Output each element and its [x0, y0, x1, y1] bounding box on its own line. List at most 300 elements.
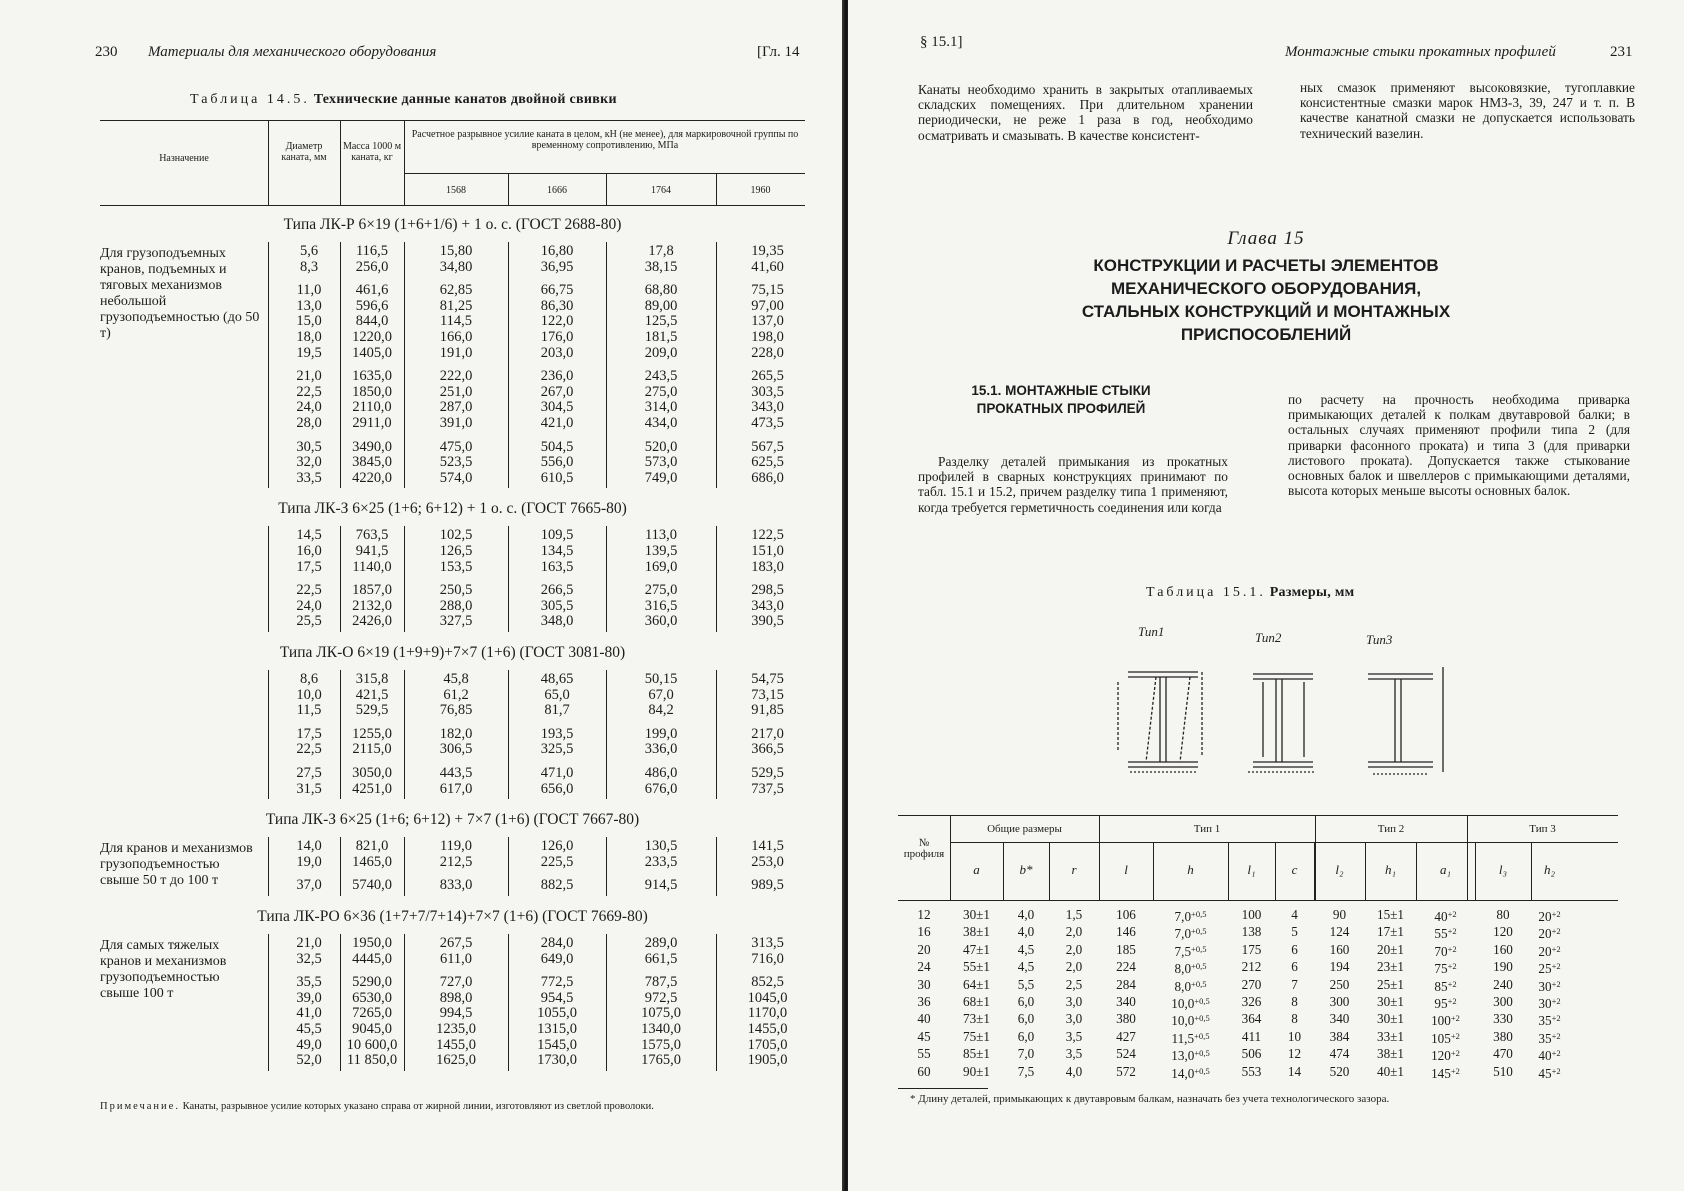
table-cell: 134,5 — [540, 542, 574, 559]
table-cell: 300 — [1493, 994, 1513, 1010]
table-cell: 16,0 — [296, 542, 322, 559]
table-cell: 348,0 — [540, 613, 574, 630]
header-grade-1568: 1568 — [446, 185, 466, 196]
column-rule — [340, 242, 341, 488]
table-cell: 306,5 — [439, 741, 473, 758]
table-cell: 11,0 — [296, 282, 322, 299]
table-cell: 146 — [1116, 924, 1136, 940]
table-cell: 33,5 — [296, 469, 322, 486]
table-cell: 275,0 — [644, 582, 678, 599]
section-title: Типа ЛК-Р 6×19 (1+6+1/6) + 1 о. с. (ГОСТ 2688-80) — [283, 216, 622, 233]
table-cell: 686,0 — [751, 469, 784, 486]
table-cell: 529,5 — [355, 702, 389, 719]
section-title: Типа ЛК-З 6×25 (1+6; 6+12) + 1 о. с. (ГОСТ 7665-80) — [278, 500, 627, 518]
table-cell: 434,0 — [644, 414, 678, 431]
table-cell: 251,0 — [439, 383, 473, 400]
table-cell: 25±1 — [1376, 976, 1405, 992]
table-cell: 52,0 — [296, 1052, 322, 1069]
table-cell: 54,75 — [751, 671, 784, 687]
table-cell: 25,5 — [296, 613, 322, 630]
row-group — [278, 528, 819, 575]
table-cell: 4445,0 — [352, 950, 392, 967]
table-cell: 65,0 — [544, 686, 570, 703]
right-section-ref: § 15.1] — [920, 34, 963, 50]
table-cell: 22,5 — [296, 741, 322, 758]
table-cell: 284,0 — [540, 935, 574, 951]
table-cell: 1705,0 — [747, 1036, 788, 1053]
table-cell: 6530,0 — [352, 989, 392, 1006]
column-rule — [716, 242, 717, 488]
table-cell: 253,0 — [751, 853, 784, 870]
row-group — [278, 440, 819, 487]
left-chapter-ref: [Гл. 14 — [757, 44, 800, 60]
table-cell: 73,15 — [751, 686, 784, 703]
table-cell: 236,0 — [540, 368, 574, 385]
table-cell: 504,5 — [540, 438, 574, 455]
table-cell: 4,0 — [1017, 907, 1035, 922]
row-group — [278, 672, 819, 719]
type1-ibeam-icon — [1128, 672, 1198, 767]
row-group — [278, 369, 819, 431]
header-type-3: Тип 3 — [1529, 823, 1556, 835]
table-cell: 41,60 — [751, 258, 784, 275]
table-cell: 19,0 — [296, 853, 322, 870]
table-cell: 243,5 — [644, 368, 678, 385]
header-mass: Масса 1000 м каната, кг — [342, 141, 402, 163]
table-cell: 1625,0 — [436, 1052, 476, 1069]
table-cell: 15,80 — [439, 243, 473, 259]
storage-text-right: ных смазок применяют высоковязкие, тугоплавкие консистентные смазки марок НМЗ-3, 39, 247 и т. п. В качестве канатной смазки не допускается использовать технический вазелин. — [1300, 80, 1635, 141]
table-cell: 330 — [1493, 1011, 1513, 1027]
table-cell: 1857,0 — [352, 582, 392, 599]
table-cell: 384 — [1329, 1028, 1350, 1044]
table-label: Таблица 14.5. — [190, 92, 310, 107]
table-cell: 676,0 — [644, 780, 678, 797]
table-cell: 153,5 — [439, 558, 473, 575]
table-cell: 76,85 — [439, 702, 473, 719]
table-cell: 4 — [1291, 907, 1298, 922]
table-cell: 1905,0 — [747, 1052, 788, 1069]
table-cell: 32,5 — [296, 950, 322, 967]
table-cell: 30 — [917, 976, 931, 992]
table-cell: 1765,0 — [641, 1052, 681, 1069]
table-cell: 914,5 — [644, 877, 678, 894]
column-rule — [606, 934, 607, 1071]
column-rule — [716, 526, 717, 632]
table-cell: 89,00 — [644, 297, 678, 314]
table-cell: 461,6 — [355, 282, 389, 299]
table-cell: 13,0 — [296, 297, 322, 314]
table-cell: 1575,0 — [641, 1036, 681, 1053]
table-cell: 510 — [1493, 1063, 1513, 1079]
table-cell: 1545,0 — [537, 1036, 577, 1053]
table-cell: 55±1 — [962, 959, 991, 975]
table-cell: 24,0 — [296, 597, 322, 614]
table-cell: 39,0 — [296, 989, 322, 1006]
table-cell: 228,0 — [751, 344, 784, 361]
storage-text-left: Канаты необходимо хранить в закрытых отапливаемых складских помещениях. При длительном хранении периодически, не реже 1 раза в год, необходимо осматривать и смазывать. В качестве консистент- — [918, 82, 1253, 143]
row-group — [278, 839, 819, 870]
table-cell: $7,5^{+0,5}$ — [1174, 943, 1207, 959]
table-cell: 68,80 — [644, 282, 678, 299]
table-cell: 203,0 — [540, 344, 574, 361]
table-cell: 2426,0 — [352, 613, 392, 630]
table-cell: 91,85 — [751, 702, 784, 719]
header-diameter: Диаметр каната, мм — [281, 141, 327, 163]
table-cell: 113,0 — [644, 527, 678, 544]
left-page-number: 230 — [95, 44, 118, 60]
table-cell: 5,5 — [1017, 976, 1035, 992]
table-cell: 475,0 — [439, 438, 473, 455]
table-cell: 24,0 — [296, 399, 322, 416]
table-cell: 19,5 — [296, 344, 322, 361]
header-profile-number: № профиля — [903, 837, 945, 860]
table-cell: 284 — [1116, 976, 1136, 992]
table-cell: 139,5 — [644, 542, 678, 559]
table-cell: 617,0 — [439, 780, 473, 797]
table-15-1-header — [898, 815, 1618, 901]
table-cell: 240 — [1493, 976, 1513, 992]
table-cell: 191,0 — [439, 344, 473, 361]
table-header — [100, 120, 805, 206]
row-group — [278, 283, 819, 361]
table-cell: 176,0 — [540, 328, 574, 345]
column-rule — [404, 242, 405, 488]
table-cell: 225,5 — [540, 853, 574, 870]
section-title: Типа ЛК-РО 6×36 (1+7+7/7+14)+7×7 (1+6) (ГОСТ 7669-80) — [257, 908, 648, 925]
table-cell: 18,0 — [296, 328, 322, 345]
table-cell: $105^{+2}$ — [1431, 1030, 1460, 1046]
table-cell: 8 — [1291, 1011, 1298, 1027]
table-cell: 343,0 — [751, 597, 784, 614]
table-cell: $13,0^{+0,5}$ — [1171, 1048, 1210, 1064]
table-cell: 6 — [1291, 959, 1298, 975]
table-cell: 22,5 — [296, 383, 322, 400]
column-rule — [508, 670, 509, 799]
header-col-7: l₂ — [1335, 862, 1344, 877]
table-cell: 882,5 — [540, 877, 574, 894]
table-cell: 763,5 — [355, 527, 389, 544]
table-cell: 520,0 — [644, 438, 678, 455]
table-cell: 5,6 — [299, 243, 319, 259]
table-14-5 — [100, 120, 805, 1098]
table-cell: 2110,0 — [352, 399, 392, 416]
table-cell: 1045,0 — [747, 989, 788, 1006]
table-cell: 212,5 — [439, 853, 473, 870]
table-cell: 169,0 — [644, 558, 678, 575]
section-heading-line-2: ПРОКАТНЫХ ПРОФИЛЕЙ — [976, 401, 1146, 416]
table-cell: 611,0 — [439, 950, 473, 967]
section-heading — [910, 382, 1212, 418]
table-cell: 421,5 — [355, 686, 389, 703]
table-cell: 288,0 — [439, 597, 473, 614]
table-cell: $20^{+2}$ — [1538, 943, 1561, 959]
header-grade-1764: 1764 — [651, 185, 671, 196]
column-rule — [606, 242, 607, 488]
table-cell: 1,5 — [1065, 907, 1083, 922]
table-cell: 421,0 — [540, 414, 574, 431]
table-cell: 716,0 — [751, 950, 784, 967]
table-cell: 1340,0 — [641, 1020, 681, 1037]
table-cell: 222,0 — [439, 368, 473, 385]
table-cell: 4,0 — [1017, 924, 1035, 940]
table-cell: 340 — [1116, 994, 1136, 1010]
table-cell: 6 — [1291, 941, 1298, 957]
table-cell: 60 — [917, 1063, 931, 1079]
table-cell: 471,0 — [540, 765, 574, 781]
table-cell: 6,0 — [1017, 1028, 1035, 1044]
column-rule — [508, 526, 509, 632]
row-group — [278, 975, 819, 1069]
table-cell: 119,0 — [439, 838, 473, 855]
type2-ibeam-icon — [1253, 674, 1313, 767]
table-cell: 183,0 — [751, 558, 784, 575]
table-cell: 2115,0 — [352, 741, 392, 758]
table-cell: 5740,0 — [352, 877, 392, 894]
chapter-label: Глава 15 — [1227, 228, 1305, 249]
table-cell: 316,5 — [644, 597, 678, 614]
table-cell: $8,0^{+0,5}$ — [1174, 978, 1207, 994]
table-cell: 3,5 — [1065, 1046, 1083, 1062]
table-cell: 109,5 — [540, 527, 574, 544]
table-cell: 49,0 — [296, 1036, 322, 1053]
column-rule — [268, 670, 269, 799]
left-running-title: Материалы для механического оборудования — [148, 44, 437, 60]
table-cell: 1455,0 — [747, 1020, 788, 1037]
table-cell: 727,0 — [439, 974, 473, 991]
right-page — [848, 0, 1684, 1191]
table-cell: 1315,0 — [537, 1020, 577, 1037]
table-cell: 62,85 — [439, 282, 473, 299]
column-rule — [268, 837, 269, 896]
header-col-6: c — [1291, 862, 1298, 877]
table-cell: 209,0 — [644, 344, 678, 361]
table-cell: $70^{+2}$ — [1434, 943, 1457, 959]
table-cell: 298,5 — [751, 582, 784, 599]
table-cell: $35^{+2}$ — [1538, 1013, 1561, 1029]
table-cell: 151,0 — [751, 542, 784, 559]
table-cell: 315,8 — [355, 671, 389, 687]
header-col-0: a — [973, 862, 980, 877]
joint-types-figure — [1098, 622, 1558, 792]
table-cell: 16 — [917, 924, 931, 940]
header-col-3: l — [1124, 862, 1128, 877]
header-type-1: Тип 1 — [1193, 823, 1221, 835]
table-cell: 12 — [917, 907, 931, 922]
table-cell: 9045,0 — [352, 1020, 392, 1037]
table-cell: 30±1 — [1376, 1011, 1405, 1027]
table-cell: $30^{+2}$ — [1538, 996, 1561, 1012]
header-general-sizes: Общие размеры — [987, 823, 1062, 835]
table-cell: 325,5 — [540, 741, 574, 758]
column-rule — [268, 242, 269, 488]
row-group — [278, 583, 819, 630]
table-cell: 265,5 — [751, 368, 784, 385]
column-rule — [606, 837, 607, 896]
table-cell: 649,0 — [540, 950, 574, 967]
table-cell: 182,0 — [439, 725, 473, 742]
table-cell: 1455,0 — [436, 1036, 476, 1053]
table-cell: 30±1 — [962, 907, 991, 922]
table-cell: 391,0 — [439, 414, 473, 431]
table-cell: 3,0 — [1065, 1011, 1083, 1027]
table-cell: 38,15 — [644, 258, 678, 275]
table-cell: 787,5 — [644, 974, 678, 991]
table-cell: 2,0 — [1065, 924, 1083, 940]
table-cell: 844,0 — [355, 313, 389, 330]
table-cell: 360,0 — [644, 613, 678, 630]
section-purpose: Для грузоподъемных кранов, подъемных и тяговых механизмов небольшой грузоподъемностью (до 50 т) — [100, 246, 260, 342]
table-cell: 1140,0 — [352, 558, 392, 575]
table-cell: 30±1 — [1376, 994, 1405, 1010]
table-cell: $25^{+2}$ — [1538, 961, 1561, 977]
table-cell: 2,0 — [1065, 959, 1083, 975]
table-cell: 989,5 — [751, 877, 784, 894]
table-cell: 656,0 — [540, 780, 574, 797]
table-cell: $40^{+2}$ — [1434, 909, 1457, 924]
header-purpose: Назначение — [159, 153, 209, 164]
table-15-1-title: Размеры, мм — [1269, 585, 1355, 600]
table-cell: 340 — [1329, 1011, 1350, 1027]
table-cell: 175 — [1241, 941, 1262, 957]
table-cell: 66,75 — [540, 282, 574, 299]
table-cell: 31,5 — [296, 780, 322, 797]
chapter-title — [848, 254, 1684, 346]
section-purpose: Для самых тяжелых кранов и механизмов грузоподъемностью свыше 100 т — [100, 938, 227, 1002]
table-cell: 193,5 — [540, 725, 574, 742]
header-grade-1960: 1960 — [750, 185, 771, 196]
table-cell: 305,5 — [540, 597, 574, 614]
table-cell: 2132,0 — [352, 597, 392, 614]
table-cell: $20^{+2}$ — [1538, 926, 1561, 942]
table-cell: 821,0 — [355, 838, 389, 855]
table-cell: 199,0 — [644, 725, 678, 742]
table-cell: 1635,0 — [352, 368, 392, 385]
table-cell: 194 — [1329, 959, 1350, 975]
table-cell: 160 — [1329, 941, 1350, 957]
table-cell: 166,0 — [439, 328, 473, 345]
figure-label-type3: Тип3 — [1366, 632, 1393, 647]
figure-label-type2: Тип2 — [1255, 630, 1282, 645]
table-cell: 14,5 — [296, 527, 322, 544]
body-text-left: Разделку деталей примыкания из прокатных профилей в сварных конструкциях принимают по табл. 15.1 и 15.2, причем разделку типа 1 применяют, когда требуется герметичность соединения или когда — [918, 454, 1228, 515]
table-cell: $10,0^{+0,5}$ — [1171, 996, 1210, 1012]
row-group — [278, 727, 819, 758]
table-cell: 116,5 — [355, 243, 389, 259]
table-cell: 17,8 — [648, 243, 674, 259]
table-cell: 125,5 — [644, 313, 678, 330]
table-note — [100, 1100, 810, 1113]
table-cell: 50,15 — [644, 671, 678, 687]
column-rule — [340, 934, 341, 1071]
column-rule — [268, 934, 269, 1071]
table-cell: 954,5 — [540, 989, 574, 1006]
table-cell: 749,0 — [644, 469, 678, 486]
table-cell: 6,0 — [1017, 994, 1035, 1010]
table-cell: 303,5 — [751, 383, 784, 400]
table-cell: 55 — [917, 1046, 931, 1062]
table-cell: 24 — [917, 959, 931, 975]
table-cell: 16,80 — [540, 243, 574, 259]
table-cell: 411 — [1241, 1028, 1262, 1044]
table-cell: 190 — [1493, 959, 1513, 975]
table-cell: 40±1 — [1376, 1063, 1405, 1079]
table-cell: 80 — [1496, 907, 1510, 922]
table-cell: 81,7 — [544, 702, 570, 719]
table-cell: 64±1 — [962, 976, 991, 992]
row-group — [278, 244, 819, 275]
column-rule — [404, 934, 405, 1071]
table-cell: $8,0^{+0,5}$ — [1174, 961, 1207, 977]
column-rule — [340, 670, 341, 799]
table-cell: 7,5 — [1017, 1063, 1035, 1079]
table-cell: 270 — [1241, 976, 1262, 992]
table-cell: $55^{+2}$ — [1434, 926, 1457, 942]
table-cell: 67,0 — [648, 686, 674, 703]
table-cell: 8,6 — [299, 671, 319, 687]
header-col-1: b* — [1019, 862, 1033, 877]
table-cell: 1850,0 — [352, 383, 392, 400]
header-col-8: h₁ — [1384, 862, 1397, 877]
table-cell: $75^{+2}$ — [1434, 961, 1457, 977]
header-strength: Расчетное разрывное усилие каната в целом, кН (не менее), для маркировочной группы по временному сопротивлению, МПа — [411, 129, 799, 151]
header-col-11: h₂ — [1543, 862, 1556, 877]
table-cell: 84,2 — [648, 702, 674, 719]
table-15-1-label: Таблица 15.1. — [1146, 585, 1266, 600]
header-type-2: Тип 2 — [1377, 823, 1405, 835]
table-cell: 141,5 — [751, 838, 784, 855]
table-cell: 852,5 — [751, 974, 784, 991]
table-cell: 833,0 — [439, 877, 473, 894]
table-cell: 289,0 — [644, 935, 678, 951]
table-cell: 8,3 — [299, 258, 319, 275]
table-title: Технические данные канатов двойной свивки — [313, 92, 617, 107]
table-cell: 120 — [1493, 924, 1513, 940]
table-cell: 90 — [1332, 907, 1347, 922]
table-cell: 529,5 — [751, 765, 784, 781]
chapter-title-line-1: КОНСТРУКЦИИ И РАСЧЕТЫ ЭЛЕМЕНТОВ — [1093, 256, 1439, 275]
table-cell: 287,0 — [439, 399, 473, 416]
table-cell: 267,5 — [439, 935, 473, 951]
table-cell: $45^{+2}$ — [1538, 1065, 1561, 1081]
header-col-10: l₃ — [1498, 862, 1508, 877]
table-cell: 2,0 — [1065, 941, 1083, 957]
column-rule — [606, 670, 607, 799]
table-cell: 327,5 — [439, 613, 473, 630]
table-cell: 21,0 — [296, 935, 322, 951]
column-rule — [508, 242, 509, 488]
table-cell: 36,95 — [540, 258, 574, 275]
table-cell: 520 — [1329, 1063, 1350, 1079]
table-14-5-caption — [190, 92, 617, 108]
table-cell: 486,0 — [644, 765, 678, 781]
table-cell: 130,5 — [644, 838, 678, 855]
table-cell: 38±1 — [962, 924, 991, 940]
table-cell: 10 — [1287, 1028, 1302, 1044]
table-cell: 772,5 — [540, 974, 574, 991]
section-title: Типа ЛК-О 6×19 (1+9+9)+7×7 (1+6) (ГОСТ 3081-80) — [279, 644, 626, 661]
table-cell: 4,5 — [1017, 941, 1035, 957]
column-rule — [404, 526, 405, 632]
table-cell: 625,5 — [751, 454, 784, 471]
header-col-5: l₁ — [1247, 862, 1256, 877]
table-cell: 2911,0 — [352, 414, 392, 431]
table-cell: 574,0 — [439, 469, 473, 486]
table-15-1-body — [898, 907, 1568, 1081]
table-cell: 3845,0 — [352, 454, 392, 471]
table-cell: 326 — [1241, 994, 1262, 1010]
table-cell: 212 — [1241, 959, 1262, 975]
